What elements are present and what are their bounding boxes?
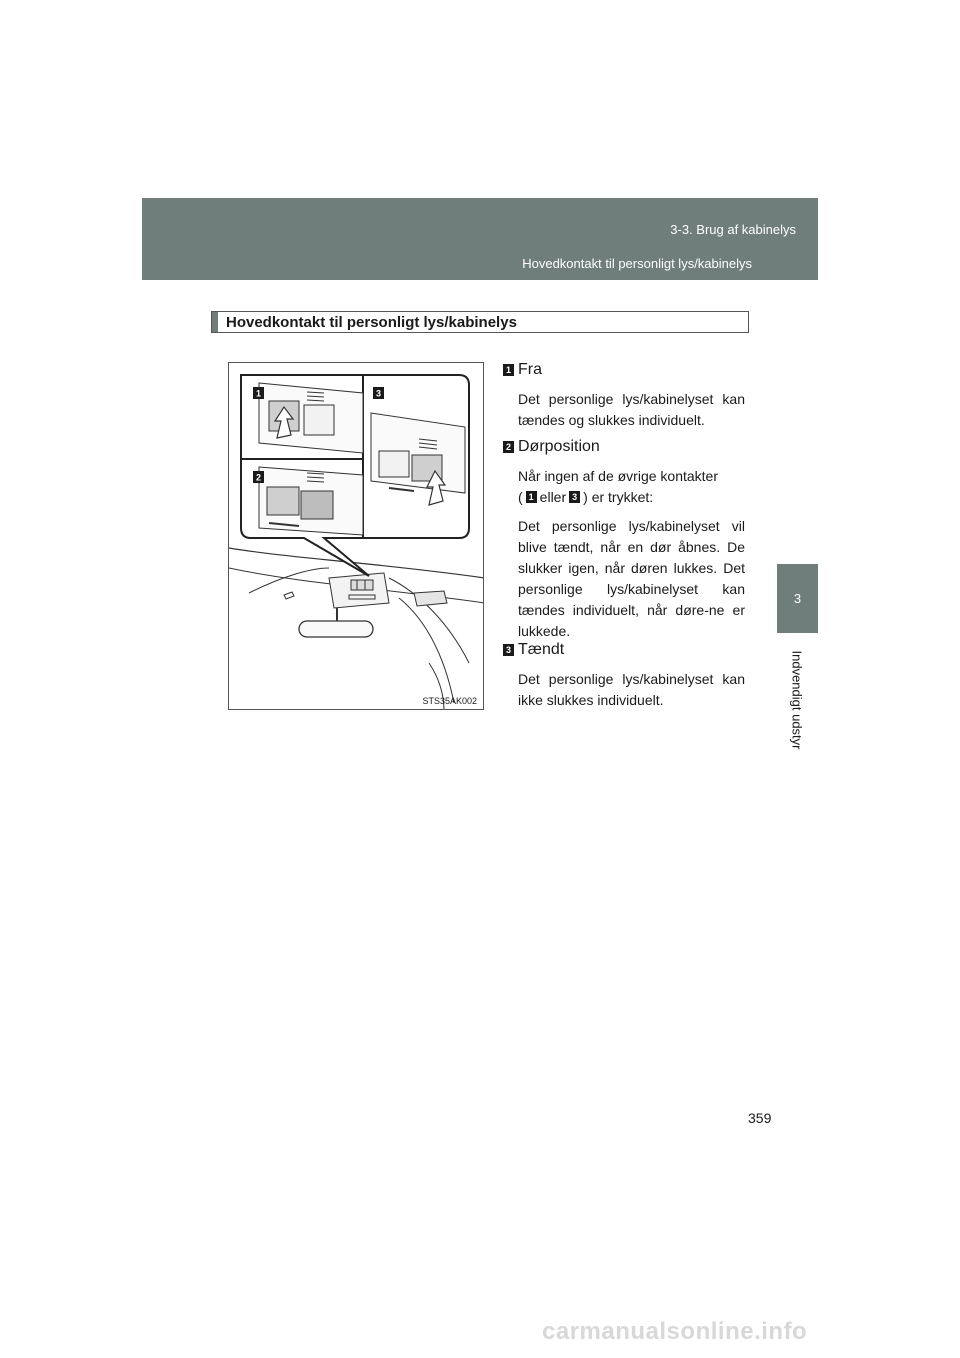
item-header <box>503 438 745 456</box>
header-section-title: 3-3. Brug af kabinelys <box>670 222 796 237</box>
condition-open: ( <box>518 489 523 505</box>
ref-badge-1: 1 <box>526 491 537 503</box>
switch-illustration-drawing <box>229 363 484 710</box>
item-description: Det personlige lys/kabinelyset kan tændes og slukkes individuelt. <box>518 391 745 428</box>
item-condition <box>518 466 745 508</box>
item-fra <box>503 361 745 439</box>
footer-watermark: carmanualsonline.info <box>542 1318 808 1345</box>
item-body <box>518 389 745 431</box>
chapter-label: Indvendigt udstyr <box>789 650 805 750</box>
item-header <box>503 361 745 379</box>
item-taendt <box>503 641 745 719</box>
item-number-badge: 2 <box>503 441 514 453</box>
section-title-text: Hovedkontakt til personligt lys/kabinelys <box>226 314 517 331</box>
ref-badge-3: 3 <box>569 491 580 503</box>
item-dorposition <box>503 438 745 650</box>
item-description: Det personlige lys/kabinelyset kan ikke slukkes individuelt. <box>518 671 745 708</box>
header-subsection-title: Hovedkontakt til personligt lys/kabinelys <box>522 256 752 271</box>
callout-3-label: 3 <box>375 388 382 399</box>
chapter-number: 3 <box>793 591 802 606</box>
item-number-badge: 3 <box>503 644 514 656</box>
item-body <box>518 669 745 711</box>
item-title: Dørposition <box>518 438 600 455</box>
item-title: Fra <box>518 361 542 378</box>
item-body <box>518 466 745 642</box>
callout-1-label: 1 <box>255 388 262 399</box>
page-number: 359 <box>748 1110 772 1126</box>
switch-illustration <box>228 362 484 710</box>
figure-code: STS35AK002 <box>422 696 477 706</box>
item-header <box>503 641 745 659</box>
item-title: Tændt <box>518 641 565 658</box>
section-title-accent <box>212 312 218 332</box>
condition-intro: Når ingen af de øvrige kontakter <box>518 468 718 484</box>
chapter-tab <box>777 564 818 633</box>
item-number-badge: 1 <box>503 364 514 376</box>
header-band <box>142 198 818 280</box>
item-description: Det personlige lys/kabinelyset vil blive tændt, når en dør åbnes. De slukker igen, når døren lukkes. Det personlige lys/kabinelyset kan tændes individuelt, når døre-ne er lukkede. <box>518 518 745 639</box>
section-title <box>211 311 749 333</box>
callout-2-label: 2 <box>255 472 262 483</box>
condition-mid: eller <box>539 489 567 505</box>
condition-close: ) er trykket: <box>583 489 654 505</box>
